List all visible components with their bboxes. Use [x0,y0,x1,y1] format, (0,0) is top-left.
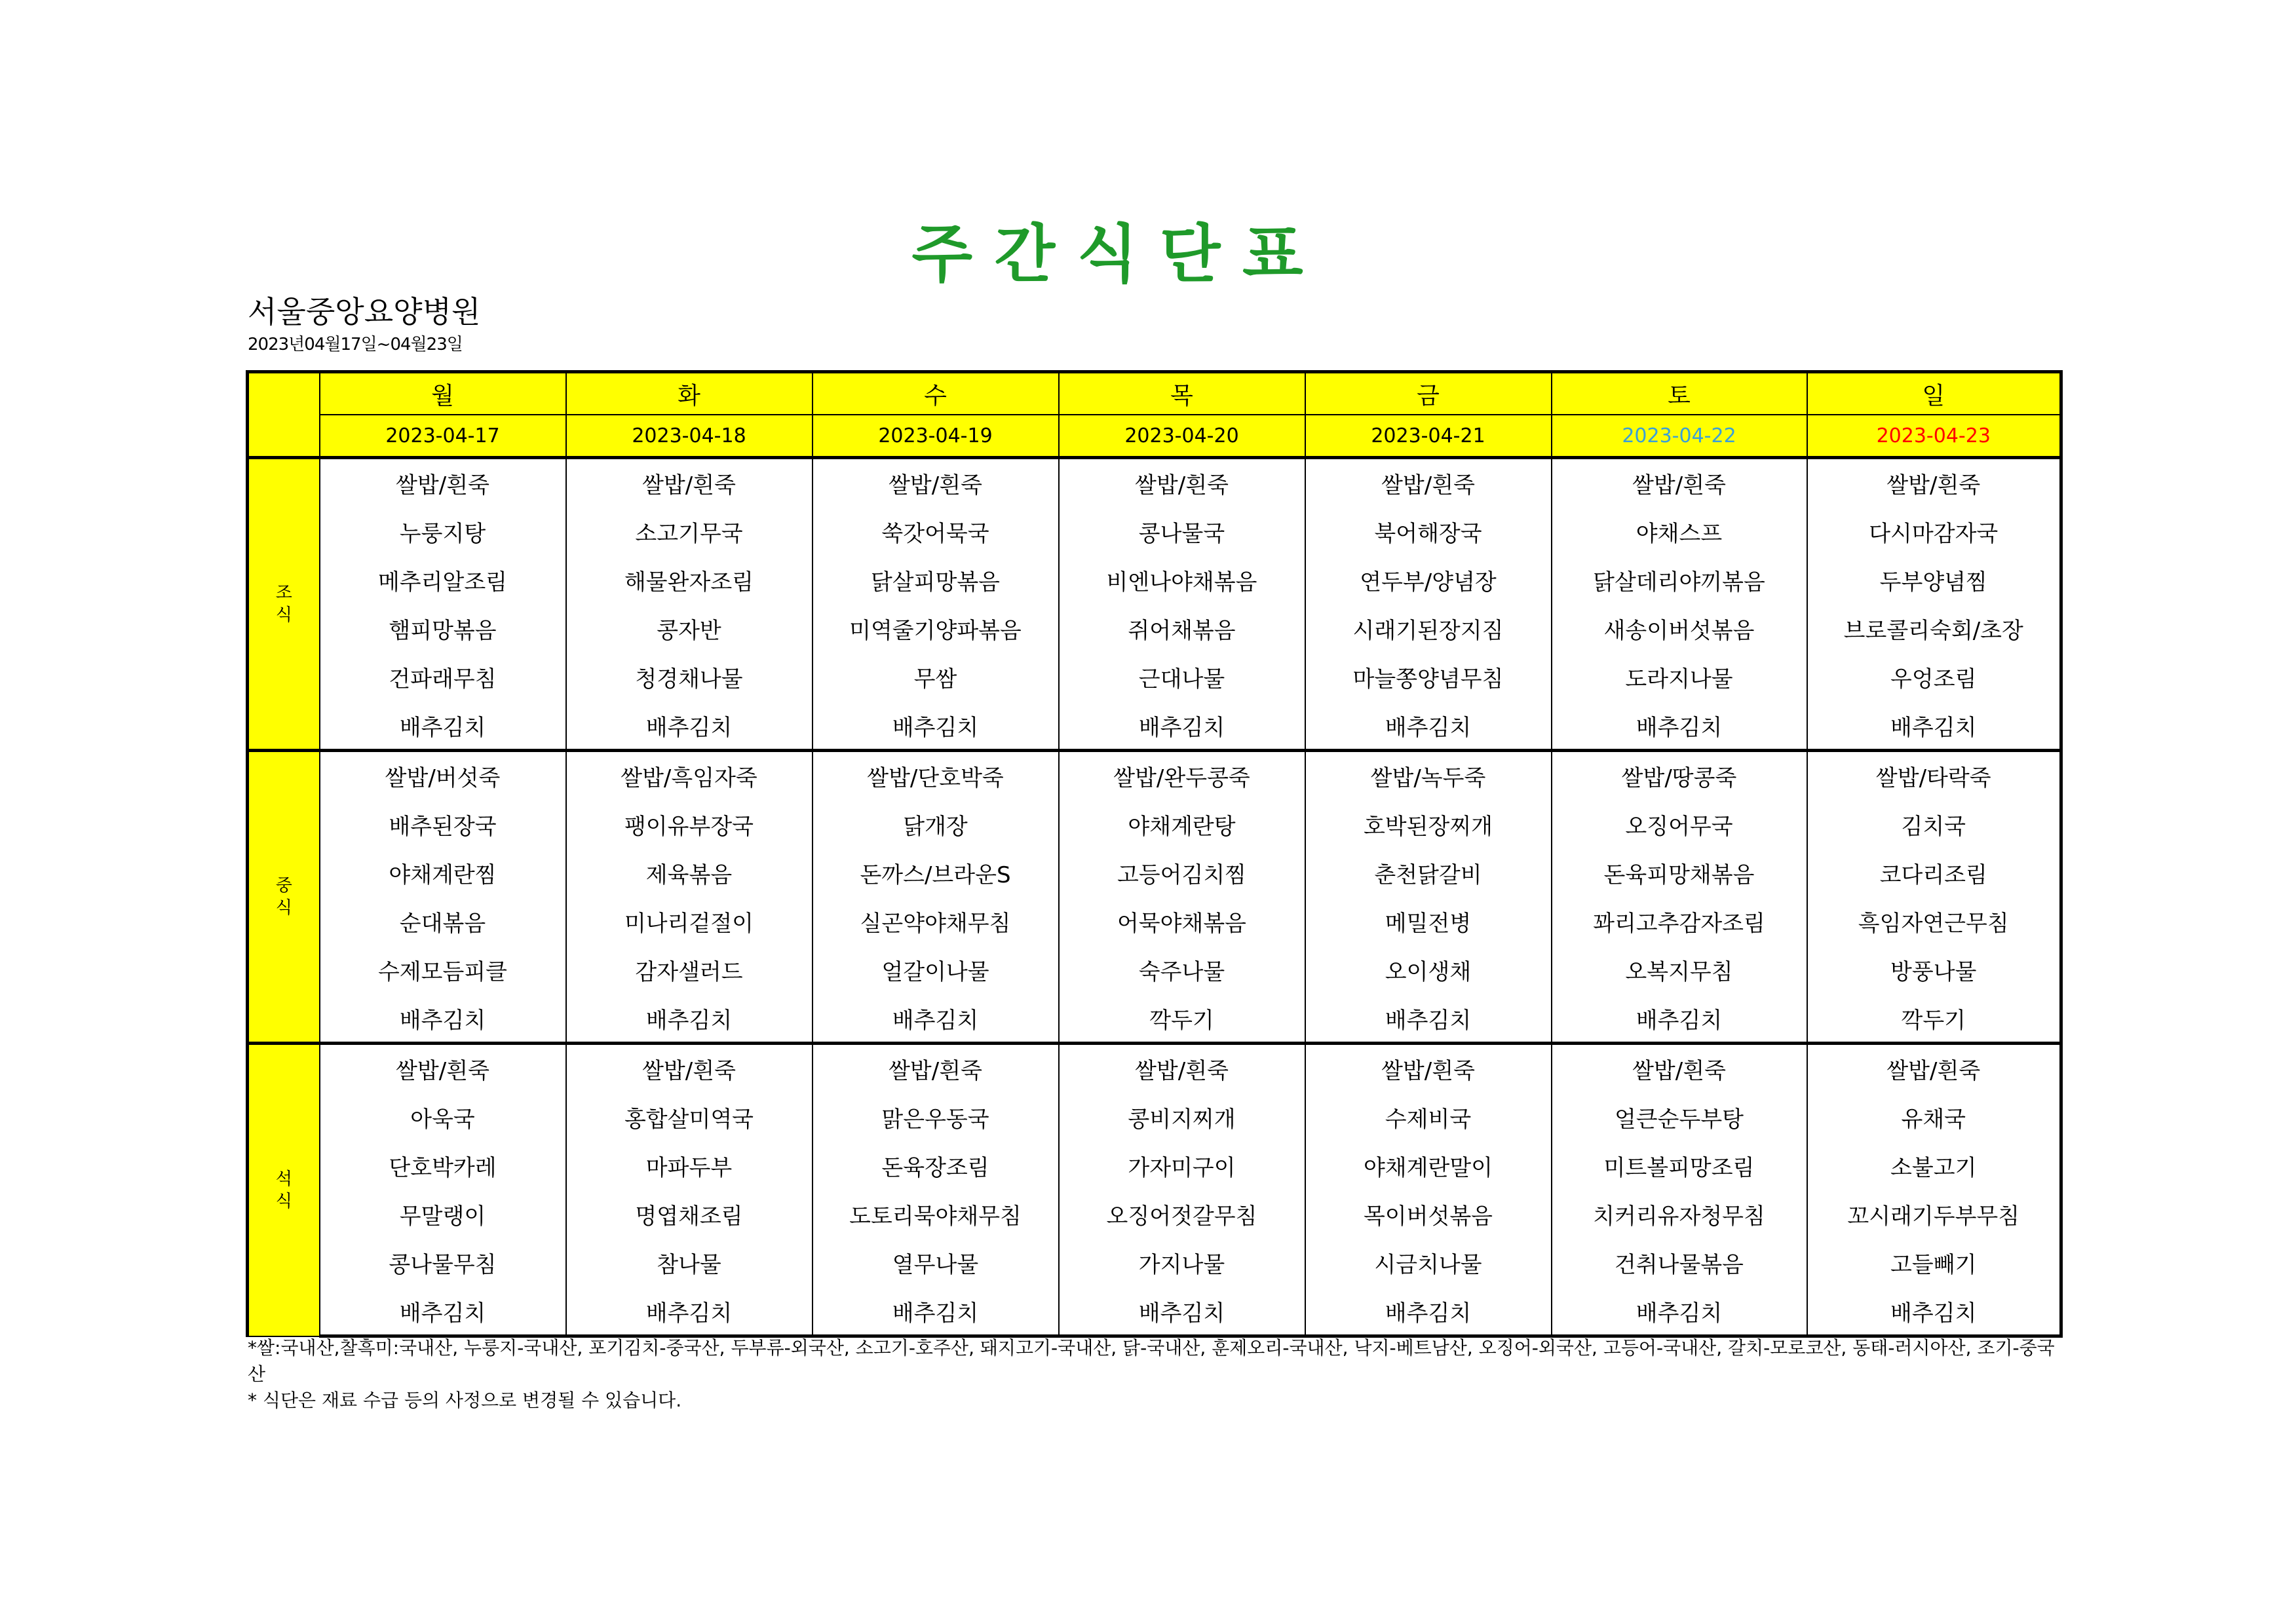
menu-item: 홍합살미역국 [566,1093,813,1141]
menu-item: 고들빼기 [1807,1238,2061,1287]
menu-row [248,848,2061,897]
menu-item: 청경채나물 [566,652,813,701]
day-header: 화 [566,372,813,415]
menu-item: 콩자반 [566,604,813,652]
notes [248,1335,2056,1414]
menu-item: 어묵야채볶음 [1059,897,1305,945]
menu-row [248,800,2061,848]
meal-label-char: 중 [275,876,292,896]
date-header: 2023-04-23 [1807,415,2061,458]
menu-item: 근대나물 [1059,652,1305,701]
menu-row [248,1141,2061,1190]
menu-item: 햄피망볶음 [320,604,566,652]
menu-item: 숙주나물 [1059,945,1305,994]
menu-item: 배추김치 [813,701,1059,751]
menu-item: 배추김치 [1552,1287,1807,1336]
menu-item: 북어해장국 [1305,507,1552,556]
menu-item: 수제비국 [1305,1093,1552,1141]
menu-item: 배추된장국 [320,800,566,848]
menu-item: 유채국 [1807,1093,2061,1141]
menu-row [248,897,2061,945]
menu-item: 명엽채조림 [566,1190,813,1238]
menu-item: 쌀밥/흰죽 [1807,1044,2061,1093]
menu-item: 미트볼피망조림 [1552,1141,1807,1190]
meal-label-char: 석 [275,1169,292,1189]
menu-item: 야채계란말이 [1305,1141,1552,1190]
menu-item: 배추김치 [1059,701,1305,751]
menu-item: 닭살데리야끼볶음 [1552,556,1807,604]
menu-item: 소고기무국 [566,507,813,556]
menu-item: 야채계란탕 [1059,800,1305,848]
menu-item: 쌀밥/흰죽 [1552,458,1807,508]
menu-item: 배추김치 [566,701,813,751]
menu-item: 오징어젓갈무침 [1059,1190,1305,1238]
day-header: 월 [320,372,566,415]
menu-item: 누룽지탕 [320,507,566,556]
menu-period: 2023년04월17일~04월23일 [248,335,463,354]
menu-item: 호박된장찌개 [1305,800,1552,848]
menu-item: 배추김치 [320,994,566,1044]
menu-item: 방풍나물 [1807,945,2061,994]
menu-item: 배추김치 [1552,701,1807,751]
menu-item: 쥐어채볶음 [1059,604,1305,652]
day-header: 목 [1059,372,1305,415]
menu-item: 메밀전병 [1305,897,1552,945]
menu-item: 마늘쫑양념무침 [1305,652,1552,701]
menu-item: 오복지무침 [1552,945,1807,994]
menu-item: 쌀밥/흰죽 [566,458,813,508]
menu-item: 꼬시래기두부무침 [1807,1190,2061,1238]
date-header: 2023-04-17 [320,415,566,458]
menu-item: 돈까스/브라운S [813,848,1059,897]
menu-item: 배추김치 [320,1287,566,1336]
menu-item: 순대볶음 [320,897,566,945]
menu-item: 실곤약야채무침 [813,897,1059,945]
menu-item: 치커리유자청무침 [1552,1190,1807,1238]
menu-row [248,507,2061,556]
menu-item: 콩나물국 [1059,507,1305,556]
menu-row [248,994,2061,1044]
day-header: 수 [813,372,1059,415]
menu-item: 시금치나물 [1305,1238,1552,1287]
menu-item: 배추김치 [566,994,813,1044]
menu-row [248,1093,2061,1141]
menu-item: 미나리겉절이 [566,897,813,945]
menu-item: 쌀밥/완두콩죽 [1059,751,1305,801]
menu-item: 야채스프 [1552,507,1807,556]
menu-item: 해물완자조림 [566,556,813,604]
menu-row [248,701,2061,751]
meal-label [248,458,320,751]
menu-item: 배추김치 [566,1287,813,1336]
menu-row [248,556,2061,604]
menu-item: 코다리조림 [1807,848,2061,897]
menu-row [248,751,2061,801]
menu-item: 쌀밥/흰죽 [1059,458,1305,508]
menu-item: 김치국 [1807,800,2061,848]
menu-item: 쌀밥/타락죽 [1807,751,2061,801]
menu-item: 고등어김치찜 [1059,848,1305,897]
menu-row [248,1044,2061,1093]
meal-label [248,751,320,1044]
menu-item: 쌀밥/흰죽 [1305,1044,1552,1093]
menu-item: 단호박카레 [320,1141,566,1190]
menu-item: 미역줄기양파볶음 [813,604,1059,652]
menu-item: 배추김치 [1305,994,1552,1044]
menu-item: 얼갈이나물 [813,945,1059,994]
menu-item: 맑은우동국 [813,1093,1059,1141]
page-title: 주 간 식 단 표 [911,217,1303,291]
menu-row [248,458,2061,508]
menu-row [248,945,2061,994]
menu-item: 참나물 [566,1238,813,1287]
day-header: 토 [1552,372,1807,415]
menu-item: 연두부/양념장 [1305,556,1552,604]
menu-item: 닭개장 [813,800,1059,848]
menu-item: 감자샐러드 [566,945,813,994]
menu-item: 배추김치 [1059,1287,1305,1336]
day-header: 금 [1305,372,1552,415]
menu-item: 무말랭이 [320,1190,566,1238]
menu-item: 깍두기 [1059,994,1305,1044]
menu-item: 쌀밥/단호박죽 [813,751,1059,801]
menu-item: 쌀밥/흰죽 [813,458,1059,508]
menu-item: 배추김치 [813,1287,1059,1336]
menu-item: 새송이버섯볶음 [1552,604,1807,652]
menu-item: 오이생채 [1305,945,1552,994]
date-header: 2023-04-19 [813,415,1059,458]
date-header: 2023-04-18 [566,415,813,458]
meal-label-char: 조 [275,583,292,603]
menu-row [248,1190,2061,1238]
menu-item: 비엔나야채볶음 [1059,556,1305,604]
menu-item: 우엉조림 [1807,652,2061,701]
menu-item: 두부양념찜 [1807,556,2061,604]
meal-label-char: 식 [275,898,292,918]
menu-item: 돈육장조림 [813,1141,1059,1190]
origin-note: *쌀:국내산,찰흑미:국내산, 누룽지-국내산, 포기김치-중국산, 두부류-외국산, 소고기-호주산, 돼지고기-국내산, 닭-국내산, 훈제오리-국내산, 낙지-베트남산, 오징어-외국산, 고등어-국내산, 갈치-모로코산, 동태-러시아산, 조기-중국산 [248,1337,2055,1385]
menu-item: 야채계란찜 [320,848,566,897]
menu-item: 꽈리고추감자조림 [1552,897,1807,945]
menu-item: 다시마감자국 [1807,507,2061,556]
menu-row [248,1287,2061,1336]
weekly-menu-table [246,370,2063,1338]
menu-item: 깍두기 [1807,994,2061,1044]
menu-item: 가자미구이 [1059,1141,1305,1190]
menu-item: 얼큰순두부탕 [1552,1093,1807,1141]
menu-item: 팽이유부장국 [566,800,813,848]
menu-item: 수제모듬피클 [320,945,566,994]
menu-item: 쌀밥/흰죽 [1305,458,1552,508]
menu-item: 배추김치 [1552,994,1807,1044]
menu-item: 콩나물무침 [320,1238,566,1287]
menu-item: 쌀밥/흰죽 [566,1044,813,1093]
day-header: 일 [1807,372,2061,415]
menu-item: 배추김치 [320,701,566,751]
date-header: 2023-04-22 [1552,415,1807,458]
menu-item: 쌀밥/흰죽 [1059,1044,1305,1093]
menu-item: 배추김치 [1305,701,1552,751]
meal-label-char: 식 [275,605,292,625]
menu-item: 쌀밥/녹두죽 [1305,751,1552,801]
menu-item: 쑥갓어묵국 [813,507,1059,556]
meal-label [248,1044,320,1336]
menu-row [248,1238,2061,1287]
menu-item: 배추김치 [1807,701,2061,751]
menu-item: 배추김치 [813,994,1059,1044]
menu-item: 가지나물 [1059,1238,1305,1287]
menu-item: 쌀밥/땅콩죽 [1552,751,1807,801]
menu-item: 건취나물볶음 [1552,1238,1807,1287]
menu-item: 시래기된장지짐 [1305,604,1552,652]
menu-item: 닭살피망볶음 [813,556,1059,604]
menu-item: 쌀밥/버섯죽 [320,751,566,801]
menu-item: 제육볶음 [566,848,813,897]
menu-item: 배추김치 [1807,1287,2061,1336]
menu-item: 소불고기 [1807,1141,2061,1190]
menu-item: 쌀밥/흰죽 [813,1044,1059,1093]
menu-row [248,604,2061,652]
menu-item: 도토리묵야채무침 [813,1190,1059,1238]
menu-item: 쌀밥/흑임자죽 [566,751,813,801]
menu-item: 마파두부 [566,1141,813,1190]
change-note: * 식단은 재료 수급 등의 사정으로 변경될 수 있습니다. [248,1389,682,1411]
hospital-name: 서울중앙요양병원 [248,294,481,330]
menu-item: 브로콜리숙회/초장 [1807,604,2061,652]
menu-item: 아욱국 [320,1093,566,1141]
menu-item: 쌀밥/흰죽 [320,1044,566,1093]
menu-item: 쌀밥/흰죽 [1552,1044,1807,1093]
menu-item: 콩비지찌개 [1059,1093,1305,1141]
menu-item: 춘천닭갈비 [1305,848,1552,897]
menu-item: 배추김치 [1305,1287,1552,1336]
menu-item: 도라지나물 [1552,652,1807,701]
menu-item: 무쌈 [813,652,1059,701]
menu-item: 건파래무침 [320,652,566,701]
menu-item: 메추리알조림 [320,556,566,604]
menu-item: 쌀밥/흰죽 [1807,458,2061,508]
date-header: 2023-04-20 [1059,415,1305,458]
header-corner [248,372,320,458]
menu-item: 돈육피망채볶음 [1552,848,1807,897]
menu-item: 목이버섯볶음 [1305,1190,1552,1238]
menu-row [248,652,2061,701]
menu-item: 열무나물 [813,1238,1059,1287]
menu-item: 흑임자연근무침 [1807,897,2061,945]
meal-label-char: 식 [275,1191,292,1211]
date-header: 2023-04-21 [1305,415,1552,458]
menu-item: 쌀밥/흰죽 [320,458,566,508]
menu-item: 오징어무국 [1552,800,1807,848]
